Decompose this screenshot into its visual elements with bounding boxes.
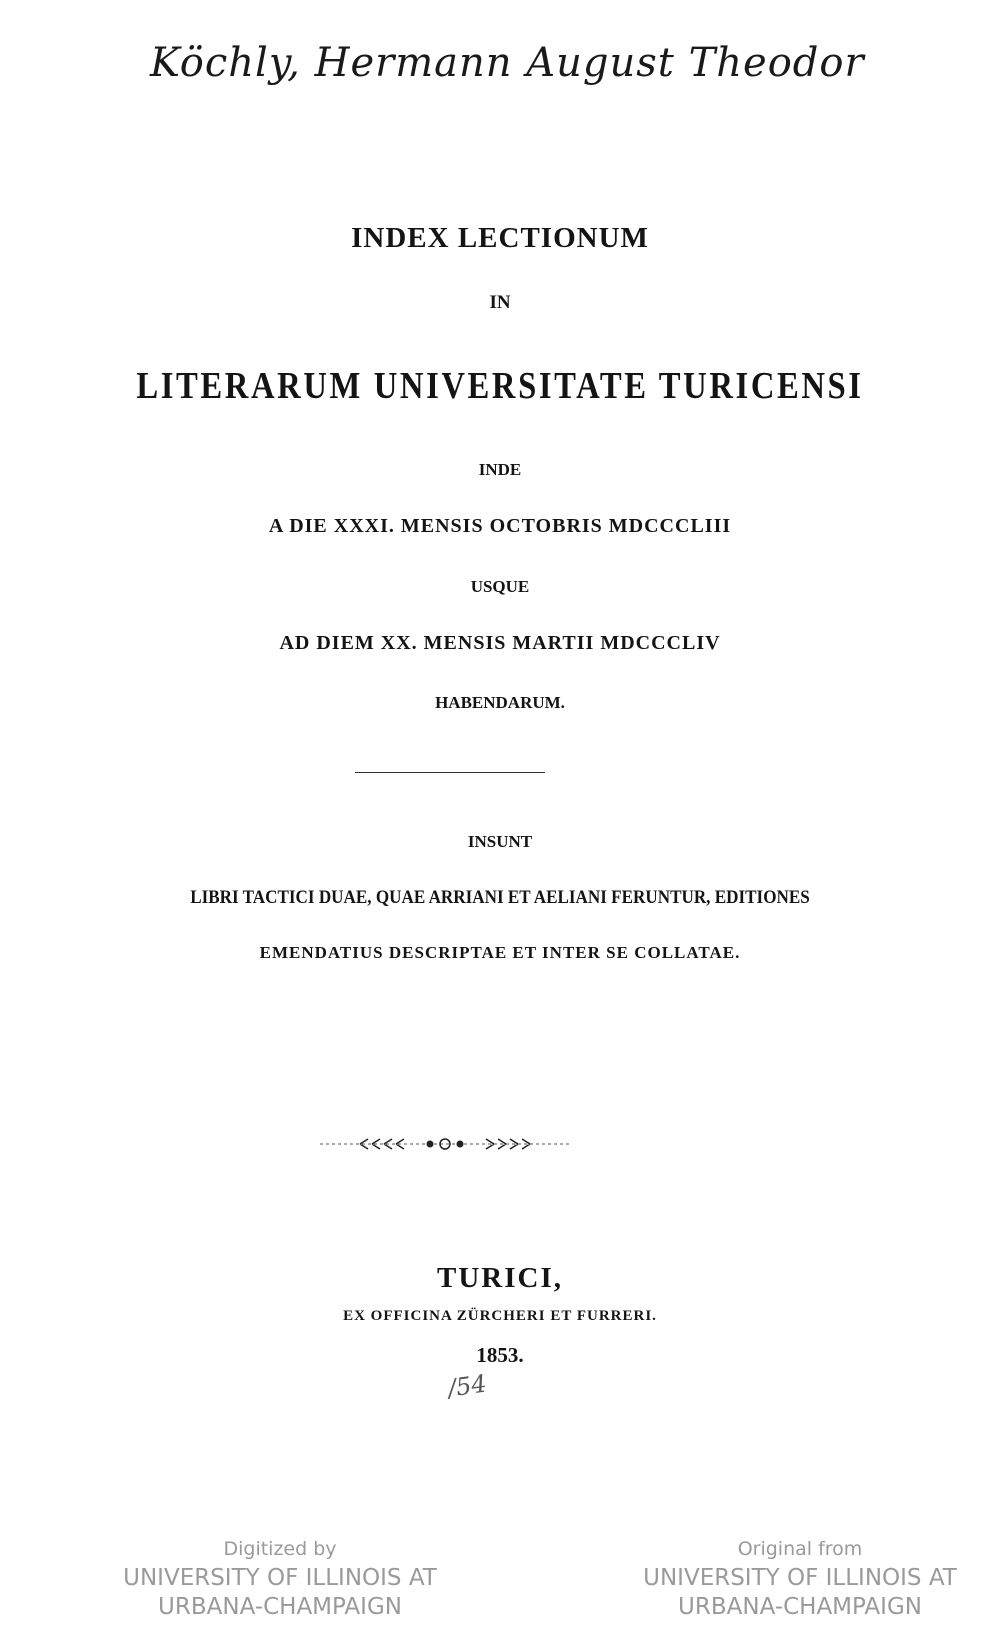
handwritten-author-name: Köchly, Hermann August Theodor [150,40,865,86]
title-inde: INDE [478,460,522,479]
contents-line-2: EMENDATIUS DESCRIPTAE ET INTER SE COLLATAE. [259,943,741,962]
title-index-lectionum: INDEX LECTIONUM [351,222,649,254]
footer-right-line-2: URBANA-CHAMPAIGN [678,1594,922,1620]
footer-left-caption: Digitized by [223,1538,337,1560]
imprint-year: 1853. [476,1343,524,1367]
separator-rule [355,772,545,773]
title-university: LITERARUM UNIVERSITATE TURICENSI [136,365,864,407]
footer-left-line-1: UNIVERSITY OF ILLINOIS AT [123,1565,437,1591]
title-in: IN [489,292,511,313]
imprint-city: TURICI, [437,1262,563,1294]
footer-original-from [620,1535,980,1622]
title-end-date: AD DIEM XX. MENSIS MARTII MDCCCLIV [279,632,721,654]
footer-left-line-2: URBANA-CHAMPAIGN [158,1594,402,1620]
contents-insunt: INSUNT [467,832,533,851]
ornament-divider [320,1132,570,1156]
footer-digitized-by [100,1535,460,1622]
title-habendarum: HABENDARUM. [435,693,565,712]
title-start-date: A DIE XXXI. MENSIS OCTOBRIS MDCCCLIII [268,515,732,537]
contents-line-1: LIBRI TACTICI DUAE, QUAE ARRIANI ET AELIANI FERUNTUR, EDITIONES [190,887,810,908]
pencil-note: /54 [446,1369,489,1403]
footer-right-caption: Original from [737,1538,863,1560]
footer-right-line-1: UNIVERSITY OF ILLINOIS AT [643,1565,957,1591]
title-usque: USQUE [470,577,530,596]
imprint-printer: EX OFFICINA ZÜRCHERI ET FURRERI. [343,1308,657,1324]
